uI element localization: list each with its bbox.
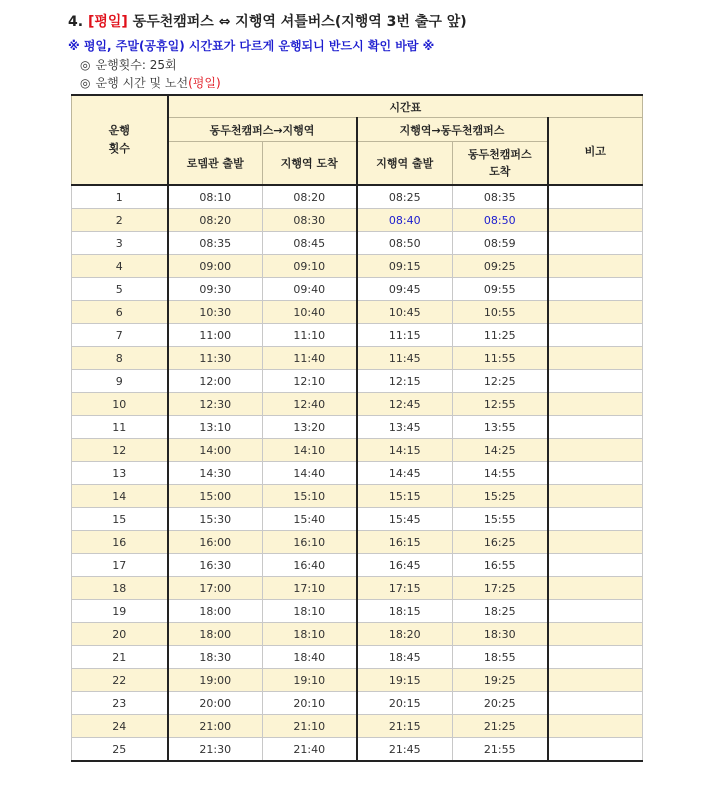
campus-arrive-cell: 09:25 — [453, 255, 548, 278]
romdem-depart-cell: 14:30 — [168, 462, 263, 485]
section-heading — [68, 11, 467, 31]
romdem-depart-cell: 08:20 — [168, 209, 263, 232]
table-row — [72, 370, 643, 393]
header-campus-arrive — [453, 142, 548, 186]
route-label: 운행 시간 및 노선 — [95, 76, 189, 90]
run-number-cell: 20 — [72, 623, 168, 646]
table-row — [72, 577, 643, 600]
table-row — [72, 623, 643, 646]
run-number-cell: 18 — [72, 577, 168, 600]
table-row — [72, 185, 643, 209]
romdem-depart-cell: 18:30 — [168, 646, 263, 669]
station-depart-cell: 09:45 — [357, 278, 453, 301]
run-number-cell: 19 — [72, 600, 168, 623]
run-number-cell: 12 — [72, 439, 168, 462]
campus-arrive-cell: 17:25 — [453, 577, 548, 600]
runs-count-line — [80, 56, 177, 73]
romdem-depart-cell: 19:00 — [168, 669, 263, 692]
station-arrive-cell: 08:30 — [263, 209, 357, 232]
header-note: 비고 — [548, 118, 643, 186]
run-number-cell: 3 — [72, 232, 168, 255]
table-row — [72, 531, 643, 554]
campus-arrive-cell: 21:55 — [453, 738, 548, 762]
header-station-depart: 지행역 출발 — [357, 142, 453, 186]
run-number-cell: 15 — [72, 508, 168, 531]
station-arrive-cell: 11:10 — [263, 324, 357, 347]
run-number-cell: 8 — [72, 347, 168, 370]
table-row — [72, 232, 643, 255]
run-number-cell: 25 — [72, 738, 168, 762]
station-arrive-cell: 18:10 — [263, 623, 357, 646]
romdem-depart-cell: 11:30 — [168, 347, 263, 370]
romdem-depart-cell: 18:00 — [168, 600, 263, 623]
romdem-depart-cell: 13:10 — [168, 416, 263, 439]
table-row — [72, 738, 643, 762]
run-number-cell: 10 — [72, 393, 168, 416]
station-depart-cell: 21:45 — [357, 738, 453, 762]
station-depart-cell: 09:15 — [357, 255, 453, 278]
table-row — [72, 462, 643, 485]
run-number-cell: 6 — [72, 301, 168, 324]
schedule-notice: ※ 평일, 주말(공휴일) 시간표가 다르게 운행되니 반드시 확인 바람 ※ — [68, 39, 435, 53]
table-row — [72, 439, 643, 462]
table-row — [72, 554, 643, 577]
note-cell — [548, 462, 643, 485]
table-row — [72, 508, 643, 531]
note-cell — [548, 531, 643, 554]
run-number-cell: 7 — [72, 324, 168, 347]
station-depart-cell: 15:45 — [357, 508, 453, 531]
station-arrive-cell: 14:10 — [263, 439, 357, 462]
table-row — [72, 393, 643, 416]
station-depart-cell: 08:25 — [357, 185, 453, 209]
station-arrive-cell: 15:10 — [263, 485, 357, 508]
note-cell — [548, 715, 643, 738]
station-depart-cell: 18:15 — [357, 600, 453, 623]
station-depart-cell: 14:15 — [357, 439, 453, 462]
station-arrive-cell: 12:10 — [263, 370, 357, 393]
note-cell — [548, 646, 643, 669]
station-arrive-cell: 12:40 — [263, 393, 357, 416]
campus-arrive-cell: 08:59 — [453, 232, 548, 255]
section-title: 동두천캠퍼스 ⇔ 지행역 셔틀버스(지행역 3번 출구 앞) — [132, 14, 467, 30]
romdem-depart-cell: 21:00 — [168, 715, 263, 738]
run-number-cell: 14 — [72, 485, 168, 508]
header-station-to-campus: 지행역→동두천캠퍼스 — [357, 118, 548, 142]
note-cell — [548, 485, 643, 508]
station-arrive-cell: 21:40 — [263, 738, 357, 762]
station-arrive-cell: 15:40 — [263, 508, 357, 531]
station-depart-cell: 12:45 — [357, 393, 453, 416]
run-number-cell: 24 — [72, 715, 168, 738]
station-depart-cell: 15:15 — [357, 485, 453, 508]
station-depart-cell: 08:50 — [357, 232, 453, 255]
station-arrive-cell: 13:20 — [263, 416, 357, 439]
romdem-depart-cell: 08:35 — [168, 232, 263, 255]
campus-arrive-cell: 16:25 — [453, 531, 548, 554]
table-row — [72, 416, 643, 439]
station-depart-cell: 10:45 — [357, 301, 453, 324]
romdem-depart-cell: 15:00 — [168, 485, 263, 508]
romdem-depart-cell: 08:10 — [168, 185, 263, 209]
header-campus-arrive-label: 동두천캠퍼스 도착 — [467, 148, 532, 178]
campus-arrive-cell: 14:55 — [453, 462, 548, 485]
station-depart-cell: 14:45 — [357, 462, 453, 485]
romdem-depart-cell: 15:30 — [168, 508, 263, 531]
station-arrive-cell: 16:10 — [263, 531, 357, 554]
route-weekday-tag: (평일) — [188, 76, 221, 90]
note-cell — [548, 301, 643, 324]
campus-arrive-cell: 12:25 — [453, 370, 548, 393]
table-row — [72, 324, 643, 347]
romdem-depart-cell: 09:30 — [168, 278, 263, 301]
romdem-depart-cell: 21:30 — [168, 738, 263, 762]
campus-arrive-cell: 18:30 — [453, 623, 548, 646]
romdem-depart-cell: 11:00 — [168, 324, 263, 347]
station-arrive-cell: 21:10 — [263, 715, 357, 738]
run-number-cell: 5 — [72, 278, 168, 301]
station-depart-cell: 08:40 — [357, 209, 453, 232]
note-cell — [548, 692, 643, 715]
station-arrive-cell: 09:40 — [263, 278, 357, 301]
section-number: 4. — [68, 14, 84, 30]
run-number-cell: 13 — [72, 462, 168, 485]
station-arrive-cell: 20:10 — [263, 692, 357, 715]
romdem-depart-cell: 17:00 — [168, 577, 263, 600]
station-arrive-cell: 11:40 — [263, 347, 357, 370]
station-depart-cell: 11:15 — [357, 324, 453, 347]
campus-arrive-cell: 14:25 — [453, 439, 548, 462]
note-cell — [548, 185, 643, 209]
table-row — [72, 255, 643, 278]
note-cell — [548, 278, 643, 301]
station-arrive-cell: 09:10 — [263, 255, 357, 278]
campus-arrive-cell: 18:55 — [453, 646, 548, 669]
run-number-cell: 1 — [72, 185, 168, 209]
run-number-cell: 9 — [72, 370, 168, 393]
campus-arrive-cell: 16:55 — [453, 554, 548, 577]
circle-bullet-icon: ◎ — [80, 76, 91, 90]
romdem-depart-cell: 10:30 — [168, 301, 263, 324]
note-cell — [548, 554, 643, 577]
station-arrive-cell: 16:40 — [263, 554, 357, 577]
run-number-cell: 16 — [72, 531, 168, 554]
run-number-cell: 11 — [72, 416, 168, 439]
run-number-cell: 2 — [72, 209, 168, 232]
station-depart-cell: 11:45 — [357, 347, 453, 370]
campus-arrive-cell: 18:25 — [453, 600, 548, 623]
campus-arrive-cell: 13:55 — [453, 416, 548, 439]
station-depart-cell: 19:15 — [357, 669, 453, 692]
note-cell — [548, 577, 643, 600]
station-depart-cell: 13:45 — [357, 416, 453, 439]
circle-bullet-icon: ◎ — [80, 58, 91, 72]
campus-arrive-cell: 20:25 — [453, 692, 548, 715]
station-depart-cell: 16:15 — [357, 531, 453, 554]
table-row — [72, 600, 643, 623]
romdem-depart-cell: 18:00 — [168, 623, 263, 646]
note-cell — [548, 370, 643, 393]
station-arrive-cell: 18:10 — [263, 600, 357, 623]
note-cell — [548, 600, 643, 623]
campus-arrive-cell: 21:25 — [453, 715, 548, 738]
romdem-depart-cell: 09:00 — [168, 255, 263, 278]
timetable-body — [72, 185, 643, 761]
route-line — [80, 74, 221, 91]
note-cell — [548, 738, 643, 762]
note-cell — [548, 209, 643, 232]
weekday-tag: [평일] — [87, 14, 128, 30]
header-campus-to-station: 동두천캠퍼스→지행역 — [168, 118, 357, 142]
campus-arrive-cell: 08:50 — [453, 209, 548, 232]
runs-count-label: 운행횟수: 25회 — [95, 58, 177, 72]
campus-arrive-cell: 15:55 — [453, 508, 548, 531]
run-number-cell: 4 — [72, 255, 168, 278]
campus-arrive-cell: 10:55 — [453, 301, 548, 324]
table-row — [72, 278, 643, 301]
campus-arrive-cell: 09:55 — [453, 278, 548, 301]
table-row — [72, 715, 643, 738]
station-depart-cell: 12:15 — [357, 370, 453, 393]
header-run-count-label: 운행 횟수 — [108, 124, 130, 155]
header-timetable: 시간표 — [168, 95, 643, 118]
run-number-cell: 21 — [72, 646, 168, 669]
campus-arrive-cell: 19:25 — [453, 669, 548, 692]
note-cell — [548, 255, 643, 278]
station-depart-cell: 20:15 — [357, 692, 453, 715]
header-romdem-depart: 로뎀관 출발 — [168, 142, 263, 186]
romdem-depart-cell: 16:30 — [168, 554, 263, 577]
note-cell — [548, 347, 643, 370]
note-cell — [548, 324, 643, 347]
shuttle-timetable — [71, 94, 643, 762]
romdem-depart-cell: 12:00 — [168, 370, 263, 393]
campus-arrive-cell: 08:35 — [453, 185, 548, 209]
station-arrive-cell: 10:40 — [263, 301, 357, 324]
station-depart-cell: 16:45 — [357, 554, 453, 577]
station-arrive-cell: 08:45 — [263, 232, 357, 255]
station-arrive-cell: 18:40 — [263, 646, 357, 669]
campus-arrive-cell: 11:25 — [453, 324, 548, 347]
station-depart-cell: 18:20 — [357, 623, 453, 646]
romdem-depart-cell: 20:00 — [168, 692, 263, 715]
table-row — [72, 485, 643, 508]
note-cell — [548, 416, 643, 439]
station-arrive-cell: 14:40 — [263, 462, 357, 485]
note-cell — [548, 232, 643, 255]
station-arrive-cell: 08:20 — [263, 185, 357, 209]
table-row — [72, 646, 643, 669]
station-arrive-cell: 19:10 — [263, 669, 357, 692]
table-row — [72, 347, 643, 370]
station-depart-cell: 17:15 — [357, 577, 453, 600]
station-depart-cell: 18:45 — [357, 646, 453, 669]
station-depart-cell: 21:15 — [357, 715, 453, 738]
campus-arrive-cell: 11:55 — [453, 347, 548, 370]
note-cell — [548, 393, 643, 416]
campus-arrive-cell: 12:55 — [453, 393, 548, 416]
run-number-cell: 17 — [72, 554, 168, 577]
table-row — [72, 669, 643, 692]
table-row — [72, 209, 643, 232]
romdem-depart-cell: 12:30 — [168, 393, 263, 416]
run-number-cell: 23 — [72, 692, 168, 715]
note-cell — [548, 439, 643, 462]
note-cell — [548, 669, 643, 692]
run-number-cell: 22 — [72, 669, 168, 692]
header-station-arrive: 지행역 도착 — [263, 142, 357, 186]
note-cell — [548, 623, 643, 646]
station-arrive-cell: 17:10 — [263, 577, 357, 600]
romdem-depart-cell: 14:00 — [168, 439, 263, 462]
table-row — [72, 692, 643, 715]
header-run-count — [72, 95, 168, 185]
note-cell — [548, 508, 643, 531]
romdem-depart-cell: 16:00 — [168, 531, 263, 554]
campus-arrive-cell: 15:25 — [453, 485, 548, 508]
table-row — [72, 301, 643, 324]
